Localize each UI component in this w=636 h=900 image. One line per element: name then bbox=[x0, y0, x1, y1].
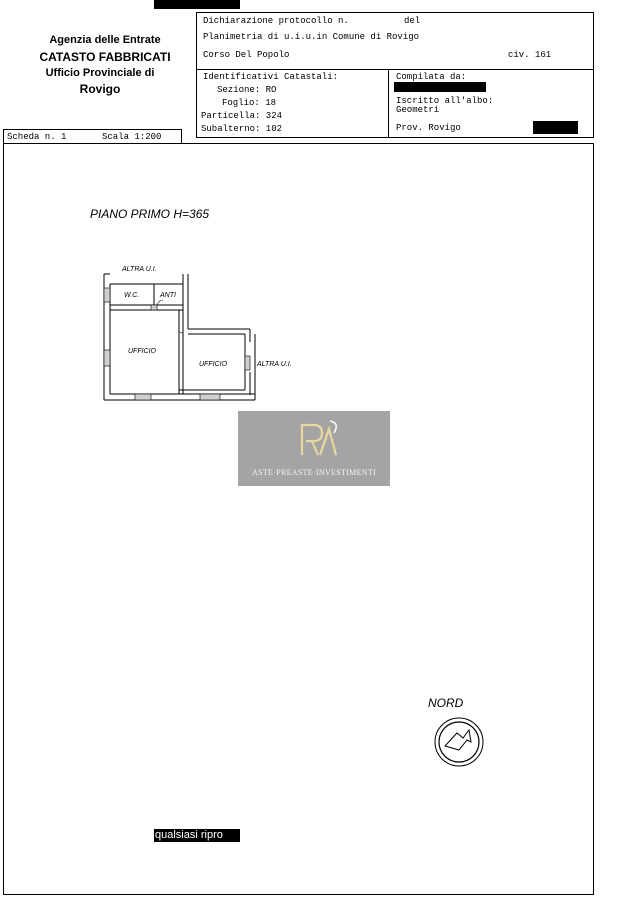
scheda-number: Scheda n. 1 bbox=[7, 132, 67, 142]
redaction-top bbox=[154, 0, 240, 9]
scheda-scale: Scala 1:200 bbox=[102, 132, 162, 142]
header-box bbox=[196, 12, 594, 138]
redaction-prov bbox=[533, 121, 578, 134]
agency-dept: CATASTO FABBRICATI bbox=[39, 50, 171, 64]
profession-label: Geometri bbox=[396, 105, 440, 115]
catastali-sezione: Sezione: RO bbox=[217, 85, 277, 95]
room-anti: ANTI bbox=[160, 292, 176, 299]
address-label: Corso Del Popolo bbox=[203, 50, 290, 60]
header-vdivider bbox=[388, 69, 389, 137]
planimetria-label: Planimetria di u.i.u.in Comune di Rovigo bbox=[203, 32, 420, 42]
del-label: del bbox=[404, 16, 421, 26]
iscritto-label: Iscritto all'albo: bbox=[396, 96, 494, 106]
agency-office: Ufficio Provinciale di bbox=[45, 67, 155, 79]
agency-city: Rovigo bbox=[79, 82, 121, 96]
floor-title: PIANO PRIMO H=365 bbox=[90, 207, 210, 221]
footer-text: qualsiasi ripro bbox=[155, 829, 223, 841]
room-wc: W.C. bbox=[124, 292, 140, 299]
watermark bbox=[238, 411, 390, 486]
floor-plan bbox=[95, 262, 310, 407]
room-altra-right: ALTRA U.I. bbox=[257, 361, 292, 368]
prov-label: Prov. Rovigo bbox=[396, 123, 461, 133]
room-ufficio-left: UFFICIO bbox=[128, 348, 156, 355]
room-ufficio-right: UFFICIO bbox=[199, 361, 227, 368]
watermark-logo-icon bbox=[296, 417, 342, 461]
watermark-text: ASTE·PREASTE·INVESTIMENTI bbox=[252, 468, 376, 477]
agency-name: Agenzia delle Entrate bbox=[49, 34, 161, 46]
catastali-subalterno: Subalterno: 102 bbox=[201, 124, 283, 134]
redaction-compilata bbox=[394, 82, 486, 92]
dichiarazione-label: Dichiarazione protocollo n. bbox=[203, 16, 349, 26]
main-frame bbox=[3, 143, 594, 895]
scheda-box bbox=[3, 129, 182, 144]
header-divider bbox=[197, 69, 593, 70]
room-altra-top: ALTRA U.I. bbox=[122, 266, 157, 273]
catastali-particella: Particella: 324 bbox=[201, 111, 283, 121]
catastali-title: Identificativi Catastali: bbox=[203, 72, 339, 82]
compilata-title: Compilata da: bbox=[396, 72, 467, 82]
catastali-foglio: Foglio: 18 bbox=[222, 98, 277, 108]
civ-label: civ. 161 bbox=[508, 50, 552, 60]
compass-label: NORD bbox=[428, 696, 464, 710]
compass-north-icon bbox=[433, 716, 485, 768]
